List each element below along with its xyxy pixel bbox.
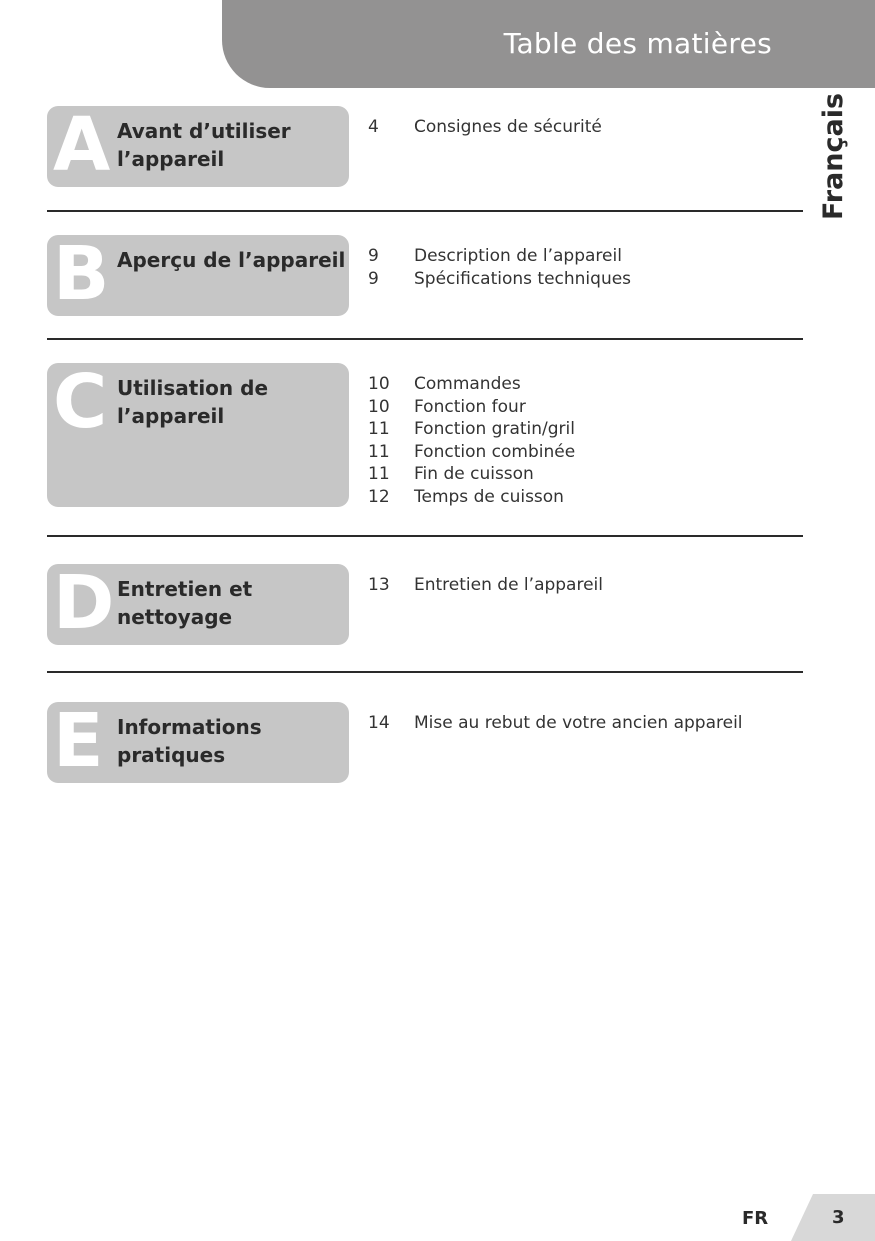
toc-entry[interactable] (368, 373, 798, 396)
toc-entry[interactable] (368, 268, 798, 291)
section-c-letter: C (53, 363, 108, 445)
entry-label: Mise au rebut de votre ancien appareil (414, 713, 743, 733)
entry-label: Fonction gratin/gril (414, 419, 575, 440)
footer-language: FR (742, 1208, 769, 1229)
entry-page-number: 12 (368, 486, 390, 507)
entry-page-number: 11 (368, 441, 390, 462)
entry-label: Entretien de l’appareil (414, 575, 604, 595)
entry-label: Commandes (414, 374, 521, 394)
entry-label: Consignes de sécurité (414, 117, 602, 137)
page-title: Table des matières (503, 27, 772, 60)
section-e-letter: E (53, 702, 104, 783)
entry-label: Fonction combinée (414, 441, 576, 462)
entry-page-number: 11 (368, 419, 390, 440)
entry-page-number: 4 (368, 117, 379, 137)
section-divider (47, 671, 803, 673)
section-a-entries (368, 116, 798, 139)
section-d-entries (368, 574, 798, 597)
entry-label: Temps de cuisson (414, 486, 564, 507)
section-divider (47, 535, 803, 537)
entry-label: Fonction four (414, 396, 526, 417)
section-c-entries (368, 373, 798, 509)
entry-page-number: 9 (368, 246, 379, 266)
section-divider (47, 210, 803, 212)
section-e-entries (368, 712, 798, 735)
toc-entry[interactable] (368, 574, 798, 597)
toc-entry[interactable] (368, 712, 798, 735)
entry-page-number: 14 (368, 713, 390, 733)
section-c-title[interactable]: Utilisation de l’appareil (117, 376, 269, 428)
toc-entry[interactable] (368, 463, 798, 486)
entry-page-number: 9 (368, 268, 379, 289)
entry-page-number: 10 (368, 396, 390, 417)
section-divider (47, 338, 803, 340)
section-b-letter: B (53, 235, 110, 316)
section-d-letter: D (53, 564, 115, 645)
entry-label: Fin de cuisson (414, 464, 534, 485)
toc-entry[interactable] (368, 245, 798, 268)
section-b-entries (368, 245, 798, 290)
toc-entry[interactable] (368, 486, 798, 509)
toc-entry[interactable] (368, 418, 798, 441)
section-a-letter: A (53, 106, 111, 187)
page-number: 3 (832, 1207, 845, 1228)
section-e-title[interactable]: Informations pratiques (117, 715, 262, 767)
entry-label: Spécifications techniques (414, 268, 632, 289)
section-b-title[interactable]: Aperçu de l’appareil (117, 248, 346, 272)
entry-label: Description de l’appareil (414, 246, 622, 266)
entry-page-number: 11 (368, 464, 390, 485)
toc-entry[interactable] (368, 116, 798, 139)
toc-entry[interactable] (368, 396, 798, 419)
entry-page-number: 13 (368, 575, 390, 595)
toc-entry[interactable] (368, 441, 798, 464)
language-side-label: Français (818, 92, 849, 220)
entry-page-number: 10 (368, 374, 390, 394)
section-a-title[interactable]: Avant d’utiliser l’appareil (117, 119, 291, 171)
section-d-title[interactable]: Entretien et nettoyage (117, 577, 253, 629)
